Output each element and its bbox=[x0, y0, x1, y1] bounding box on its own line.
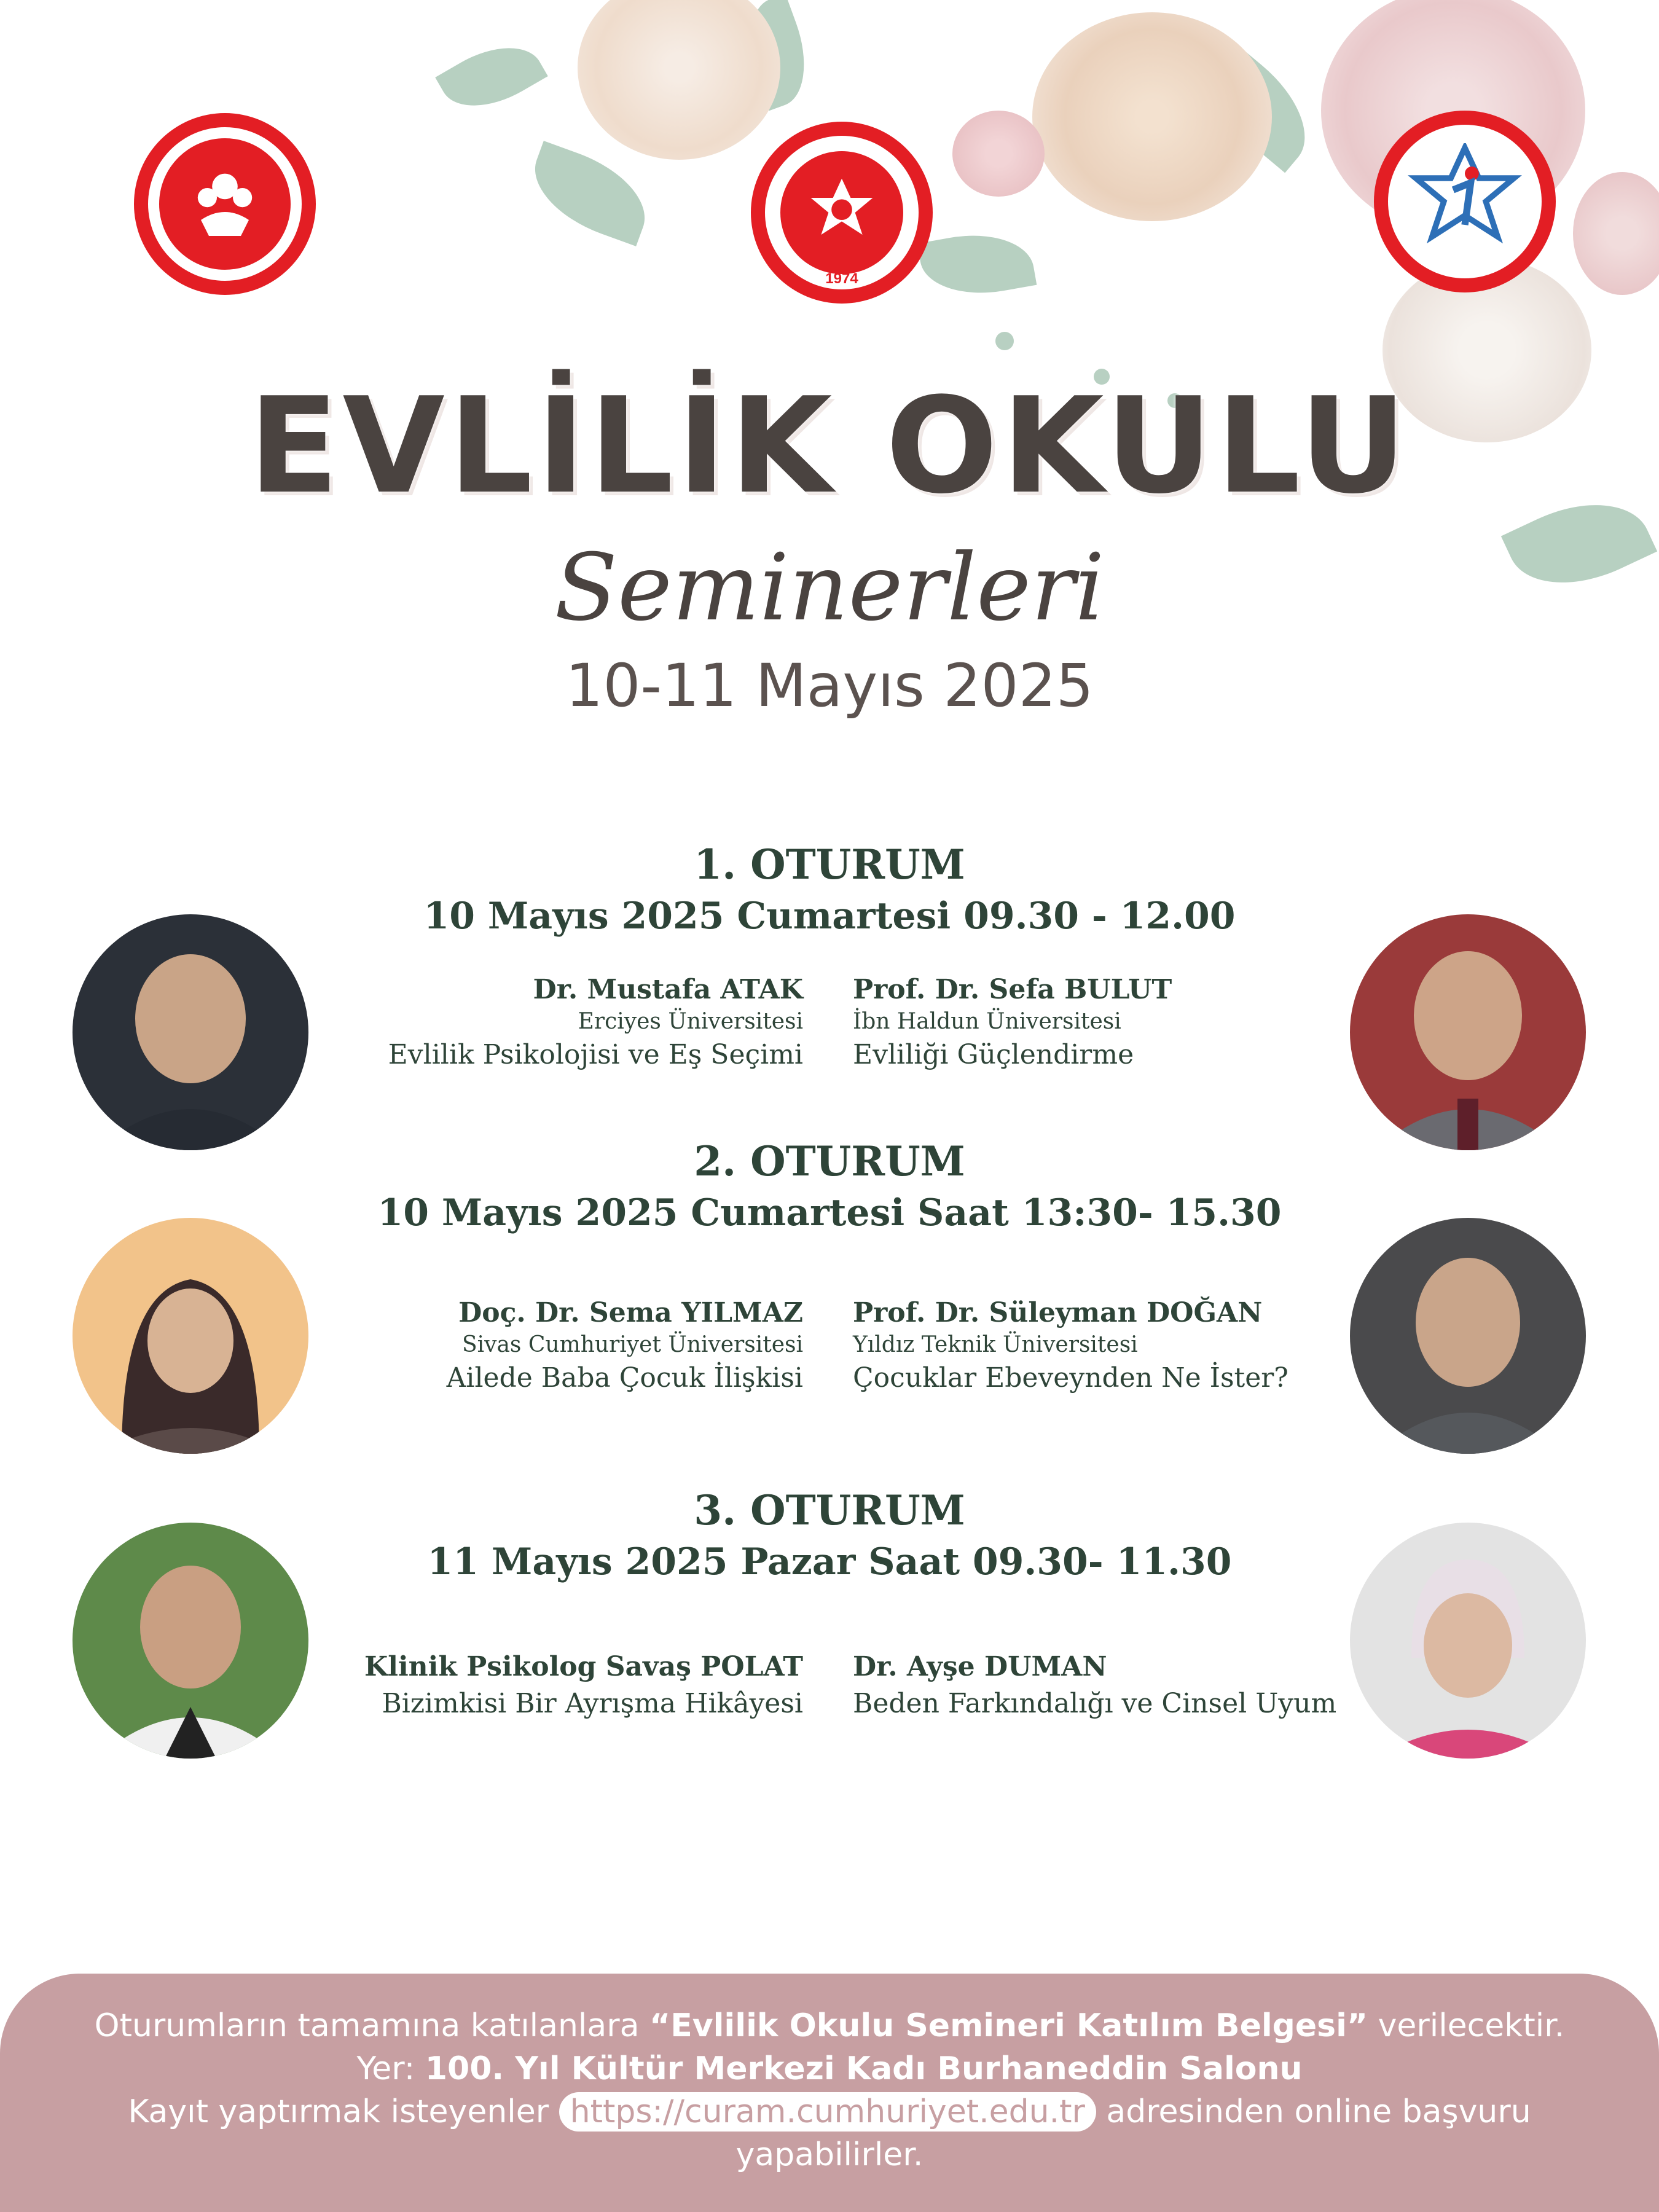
center-logo-year: 1974 bbox=[825, 270, 858, 287]
speaker-photo-dogan bbox=[1350, 1218, 1586, 1454]
speaker-university: Sivas Cumhuriyet Üniversitesi bbox=[461, 1332, 803, 1357]
speaker-name: Dr. Mustafa ATAK bbox=[533, 974, 803, 1005]
footer-line-closing: yapabilirler. bbox=[735, 2136, 924, 2173]
session-title: 3. OTURUM bbox=[694, 1486, 965, 1534]
session-3-right-speaker bbox=[853, 1649, 1437, 1723]
certificate-name: “Evlilik Okulu Semineri Katılım Belgesi” bbox=[649, 2007, 1368, 2044]
session-1-left-speaker bbox=[250, 972, 803, 1074]
page-subtitle: Seminerleri bbox=[554, 535, 1105, 641]
footer-text bbox=[0, 2004, 1659, 2176]
speaker-name: Dr. Ayşe DUMAN bbox=[853, 1651, 1107, 1682]
speaker-photo-atak bbox=[73, 914, 308, 1150]
session-time: 11 Mayıs 2025 Pazar Saat 09.30- 11.30 bbox=[427, 1540, 1232, 1583]
session-1-heading bbox=[0, 839, 1659, 942]
footer-line-venue: Yer: 100. Yıl Kültür Merkezi Kadı Burhaneddin Salonu bbox=[356, 2050, 1303, 2087]
venue-name: 100. Yıl Kültür Merkezi Kadı Burhaneddin Salonu bbox=[425, 2050, 1303, 2087]
speaker-photo-polat bbox=[73, 1523, 308, 1759]
center-logo bbox=[751, 122, 933, 304]
session-1-right-speaker bbox=[853, 972, 1437, 1074]
left-logo bbox=[134, 113, 316, 295]
right-logo bbox=[1374, 111, 1556, 292]
footer-line-certificate: Oturumların tamamına katılanlara “Evlilik Okulu Semineri Katılım Belgesi” verilecektir. bbox=[94, 2007, 1565, 2044]
session-time: 10 Mayıs 2025 Cumartesi 09.30 - 12.00 bbox=[423, 895, 1236, 938]
speaker-topic: Evliliği Güçlendirme bbox=[853, 1039, 1134, 1070]
speaker-university: Erciyes Üniversitesi bbox=[578, 1009, 803, 1034]
speaker-university: İbn Haldun Üniversitesi bbox=[853, 1009, 1121, 1034]
speaker-photo-yilmaz bbox=[73, 1218, 308, 1454]
registration-link[interactable]: https://curam.cumhuriyet.edu.tr bbox=[559, 2092, 1096, 2132]
page-title: EVLİLİK OKULU bbox=[248, 369, 1411, 523]
career-star-icon bbox=[1406, 143, 1523, 260]
speaker-topic: Bizimkisi Bir Ayrışma Hikâyesi bbox=[382, 1688, 803, 1719]
speaker-topic: Beden Farkındalığı ve Cinsel Uyum bbox=[853, 1688, 1337, 1719]
speaker-name: Prof. Dr. Sefa BULUT bbox=[853, 974, 1172, 1005]
speaker-topic: Çocuklar Ebeveynden Ne İster? bbox=[853, 1362, 1288, 1394]
session-3-left-speaker bbox=[250, 1649, 803, 1723]
session-2-heading bbox=[0, 1135, 1659, 1239]
session-title: 1. OTURUM bbox=[694, 841, 965, 888]
speaker-name: Prof. Dr. Süleyman DOĞAN bbox=[853, 1297, 1263, 1328]
tree-people-icon bbox=[185, 164, 265, 244]
speaker-university: Yıldız Teknik Üniversitesi bbox=[853, 1332, 1138, 1357]
session-2-right-speaker bbox=[853, 1295, 1437, 1397]
speaker-photo-duman bbox=[1350, 1523, 1586, 1759]
emblem-icon bbox=[805, 176, 879, 249]
speaker-photo-bulut bbox=[1350, 914, 1586, 1150]
session-title: 2. OTURUM bbox=[694, 1137, 965, 1185]
event-date: 10-11 Mayıs 2025 bbox=[565, 651, 1094, 720]
speaker-topic: Ailede Baba Çocuk İlişkisi bbox=[446, 1362, 803, 1394]
session-2-left-speaker bbox=[250, 1295, 803, 1397]
session-time: 10 Mayıs 2025 Cumartesi Saat 13:30- 15.30 bbox=[377, 1191, 1282, 1234]
speaker-topic: Evlilik Psikolojisi ve Eş Seçimi bbox=[388, 1039, 803, 1070]
footer-line-registration: Kayıt yaptırmak isteyenler https://curam.cumhuriyet.edu.tr adresinden online başvuru bbox=[128, 2093, 1531, 2130]
speaker-name: Doç. Dr. Sema YILMAZ bbox=[458, 1297, 803, 1328]
speaker-name: Klinik Psikolog Savaş POLAT bbox=[364, 1651, 803, 1682]
